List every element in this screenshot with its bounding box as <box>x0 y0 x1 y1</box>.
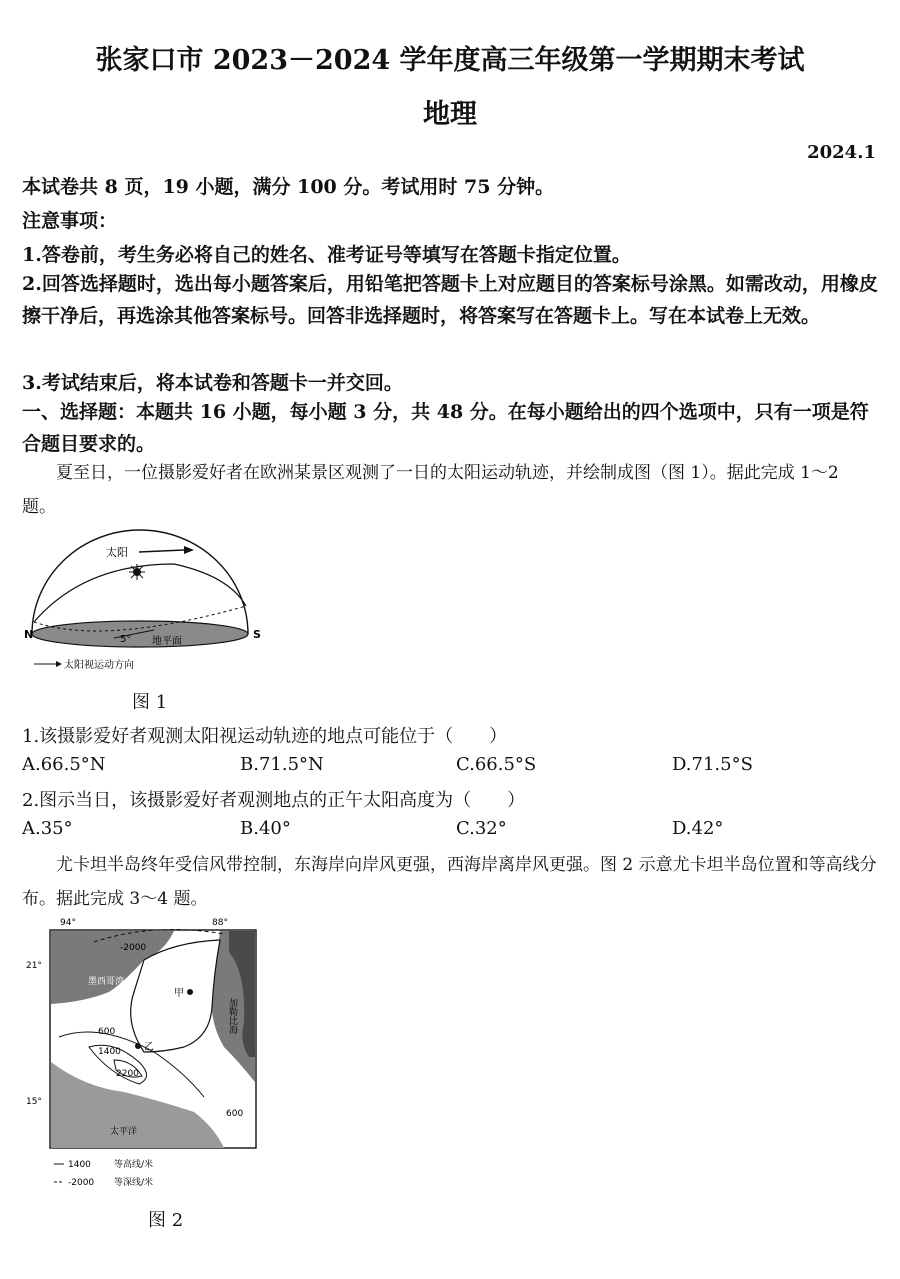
point-yi <box>135 1043 141 1049</box>
ground-label: 地平面 <box>152 636 182 647</box>
legend-arrow-head-icon <box>56 661 62 667</box>
caribbean-label: 加勒比海 <box>227 998 237 1034</box>
notice-item-2: 2.回答选择题时，选出每小题答案后，用铅笔把答题卡上对应题目的答案标号涂黑。如需改动，用橡皮擦干净后，再选涂其他答案标号。回答非选择题时，将答案写在答题卡上。写在本试卷上无效。 <box>22 273 878 327</box>
question-1-stem: 1.该摄影爱好者观测太阳视运动轨迹的地点可能位于（ ） <box>22 726 508 747</box>
lon-88-label: 88° <box>212 918 228 928</box>
q2-option-b[interactable]: B.40° <box>240 818 291 839</box>
legend-depth-text: 等深线/米 <box>114 1178 154 1188</box>
ground-plane <box>32 621 248 647</box>
contour-label-600-east: 600 <box>226 1109 244 1119</box>
south-label: S <box>253 628 261 641</box>
contour-label-2200: 2200 <box>116 1069 139 1079</box>
notice-item-3: 3.考试结束后，将本试卷和答题卡一并交回。 <box>22 372 403 394</box>
legend-contour-text: 等高线/米 <box>114 1160 154 1170</box>
exam-summary: 本试卷共 8 页，19 小题，满分 100 分。考试用时 75 分钟。 <box>22 176 555 198</box>
section-heading: 一、选择题：本题共 16 小题，每小题 3 分，共 48 分。在每小题给出的四个选项中，只有一项是符合题目要求的。 <box>22 401 869 455</box>
sun-label: 太阳 <box>106 546 128 559</box>
exam-date: 2024.1 <box>807 142 876 163</box>
point-jia <box>187 989 193 995</box>
yi-label: 乙 <box>144 1042 154 1053</box>
group2-intro: 尤卡坦半岛终年受信风带控制，东海岸向岸风更强，西海岸离岸风更强。图 2 示意尤卡坦半岛位置和等高线分布。据此完成 3～4 题。 <box>22 855 877 909</box>
q1-option-b[interactable]: B.71.5°N <box>240 754 324 775</box>
lat-21-label: 21° <box>26 961 42 971</box>
sun-direction-arrow <box>139 550 184 552</box>
lon-94-label: 94° <box>60 918 76 928</box>
q2-option-d[interactable]: D.42° <box>672 818 724 839</box>
q1-option-a[interactable]: A.66.5°N <box>22 754 106 775</box>
figure-1-caption: 图 1 <box>132 692 168 713</box>
contour-label-600-west: 600 <box>98 1027 116 1037</box>
north-label: N <box>24 628 34 641</box>
pacific-label: 太平洋 <box>110 1127 138 1137</box>
q2-option-c[interactable]: C.32° <box>456 818 507 839</box>
legend-depth-value: -2000 <box>68 1178 95 1188</box>
notice-title: 注意事项： <box>22 210 118 232</box>
notice-item-1: 1.答卷前，考生务必将自己的姓名、准考证号等填写在答题卡指定位置。 <box>22 244 631 266</box>
angle-label: 5° <box>120 634 132 645</box>
q1-option-d[interactable]: D.71.5°S <box>672 754 753 775</box>
contour-label-minus-2000: -2000 <box>120 943 147 953</box>
q1-option-c[interactable]: C.66.5°S <box>456 754 537 775</box>
question-2-stem: 2.图示当日，该摄影爱好者观测地点的正午太阳高度为（ ） <box>22 790 526 811</box>
q2-option-a[interactable]: A.35° <box>22 818 73 839</box>
lat-15-label: 15° <box>26 1097 42 1107</box>
sky-dome <box>32 530 248 634</box>
group1-intro: 夏至日，一位摄影爱好者在欧洲某景区观测了一日的太阳运动轨迹，并绘制成图（图 1）。据此完成 1～2 题。 <box>22 463 839 517</box>
exam-title: 张家口市 2023－2024 学年度高三年级第一学期期末考试 <box>95 45 805 76</box>
figure-1-sun-path <box>24 526 264 676</box>
legend-contour-value: 1400 <box>68 1160 91 1170</box>
subject-title: 地理 <box>423 99 477 130</box>
figure-2-yucatan-map <box>24 912 264 1192</box>
arrow-head-icon <box>184 546 194 554</box>
sun-rays-icon <box>129 564 145 580</box>
figure-2-caption: 图 2 <box>148 1210 184 1231</box>
contour-label-1400: 1400 <box>98 1047 121 1057</box>
legend-label: 太阳视运动方向 <box>64 660 134 671</box>
jia-label: 甲 <box>174 988 184 999</box>
gulf-label: 墨西哥湾 <box>88 977 125 987</box>
